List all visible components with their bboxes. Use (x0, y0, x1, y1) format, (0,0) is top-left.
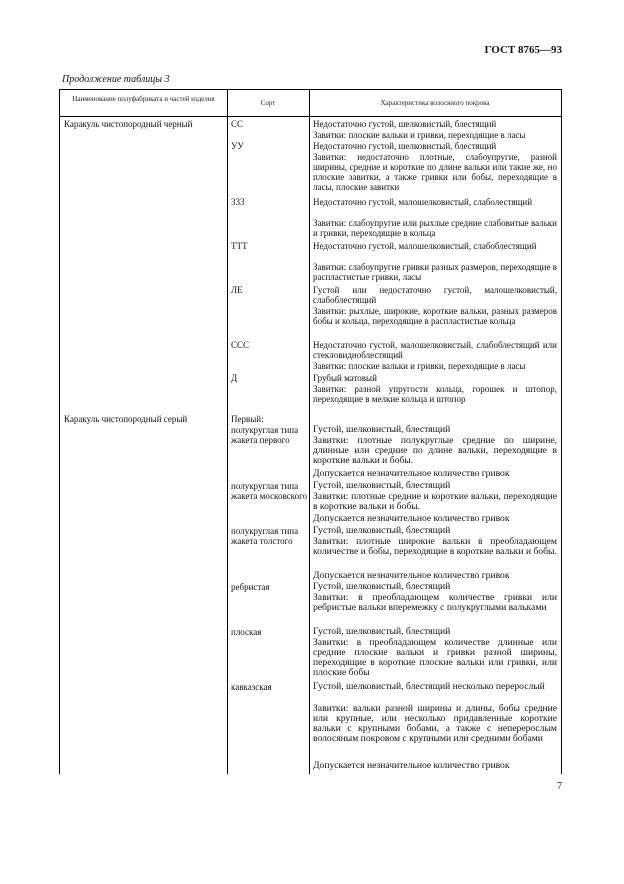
standard-number: ГОСТ 8765—93 (484, 44, 562, 56)
characteristic-line: Недостаточно густой, шелковистый, блестящий (313, 141, 497, 151)
sort-cell: ССС (231, 340, 250, 350)
characteristic-line: Допускается незначительное количество гривок (313, 513, 510, 524)
characteristic-line: Завитки: слабоупругие гривки разных размеров, переходящие в распластистые гривки, ласы (313, 262, 557, 282)
characteristic-line: Допускается незначительное количество гривок (313, 570, 510, 581)
characteristic-line: Завитки: слабоупругие или рыхлые средние слабовитые вальки и гривки, переходящие в кольца (313, 218, 557, 238)
column-divider-2 (309, 89, 310, 774)
header-divider (59, 116, 562, 117)
sort-cell: УУ (231, 141, 244, 151)
column-header-sort: Сорт (260, 99, 276, 107)
column-divider-1 (227, 89, 228, 774)
sort-cell: полукруглая типа жакета первого (231, 425, 299, 445)
characteristic-line: Завитки: плотные широкие вальки в преобладающем количестве и бобы, переходящие в короткие вальки и бобы. (313, 536, 557, 557)
part-name-black: Каракуль чистопородный черный (64, 119, 193, 129)
column-header-characteristic: Характеристика волосяного покрова (380, 99, 490, 107)
table-border-top (59, 89, 562, 90)
sort-cell: СС (231, 119, 244, 129)
characteristic-line: Завитки: в преобладающем количестве длинные или средние плоские вальки и гривки разной ширины, переходящие в короткие плоские вальки или гривки, или плоские бобы (313, 637, 557, 678)
characteristic-line: Густой, шелковистый, блестящий (313, 525, 451, 536)
characteristic-line: Густой, шелковистый, блестящий (313, 480, 451, 491)
sort-cell: ЛЕ (231, 285, 243, 295)
characteristic-line: Завитки: рыхлые, широкие, короткие вальки, разных размеров бобы и кольца, переходящие в распластистые кольца (313, 306, 557, 326)
sort-cell: 333 (231, 197, 245, 207)
page-number: 7 (557, 781, 562, 792)
characteristic-line: Густой, шелковистый, блестящий несколько перерослый (313, 681, 545, 692)
sort-cell: Д (231, 373, 238, 383)
characteristic-line: Допускается незначительное количество гривок (313, 760, 510, 771)
table-border-left (59, 89, 60, 774)
characteristic-line: Завитки: плоские вальки и гривки, переходящие в ласы (313, 361, 526, 371)
characteristic-line: Густой или недостаточно густой, малошелковистый, слабоблестящий (313, 285, 557, 305)
characteristic-line: Завитки: плотные средние и короткие вальки, переходящие в короткие вальки и бобы. (313, 491, 557, 512)
characteristic-line: Завитки: недостаточно плотные, слабоупругие, разной ширины, средние и короткие по длине вальки или такие же, но плоские завитки, а также гривки или бобы, переходящие в ласы, плоские завитки (313, 152, 557, 192)
table (59, 89, 562, 774)
characteristic-line: Грубый матовый (313, 373, 377, 383)
table-border-right (561, 89, 562, 774)
characteristic-line: Завитки: плотные полукруглые средние по ширине, длинные или средние по длине вальки, переходящие в короткие вальки и бобы. (313, 435, 557, 466)
characteristic-line: Завитки: вальки разной ширины и длины, бобы средние или крупные, или несколько придавленные короткие вальки с крупными бобами, а также с неперерослым волосяным покровом с крупными или средними бобами (313, 703, 557, 744)
characteristic-line: Завитки: разной упругости кольца, горошек и штопор, переходящие в мелкие кольца и штопор (313, 384, 557, 404)
sort-cell: ТТТ (231, 241, 248, 251)
sort-cell: кавказская (231, 682, 272, 692)
column-header-part: Наименование полуфабриката и частей изделия (72, 95, 215, 103)
characteristic-line: Завитки: плоские вальки и гривки, переходящие в ласы (313, 130, 526, 140)
characteristic-line: Недостаточно густой, малошелковистый, слаболестящий (313, 197, 533, 207)
characteristic-line: Завитки: в преобладающем количестве гривки или ребристые вальки вперемежку с полукруглыми вальками (313, 592, 557, 613)
characteristic-line: Недостаточно густой, малошелковистый, слабоблестящий (313, 241, 537, 251)
characteristic-line: Густой, шелковистый, блестящий (313, 424, 451, 435)
characteristic-line: Густой, шелковистый, блестящий (313, 626, 451, 637)
characteristic-line: Недостаточно густой, малошелковистый, слабоблестящий или стекловидноблестящий (313, 340, 557, 360)
characteristic-line: Допускается незначительное количество гривок (313, 468, 510, 479)
sort-cell: полукруглая типа жакета толстого (231, 526, 299, 546)
sort-cell: ребристая (231, 582, 270, 592)
part-name-grey: Каракуль чистопородный серый (64, 414, 188, 424)
sort-group-label: Первый: (231, 414, 264, 424)
sort-cell: плоская (231, 627, 262, 637)
characteristic-line: Густой, шелковистый, блестящий (313, 581, 451, 592)
sort-cell: полукруглая типа жакета московского (231, 481, 308, 501)
characteristic-line: Недостаточно густой, шелковистый, блестящий (313, 119, 497, 129)
table-continuation-caption: Продолжение таблицы 3 (62, 74, 170, 85)
